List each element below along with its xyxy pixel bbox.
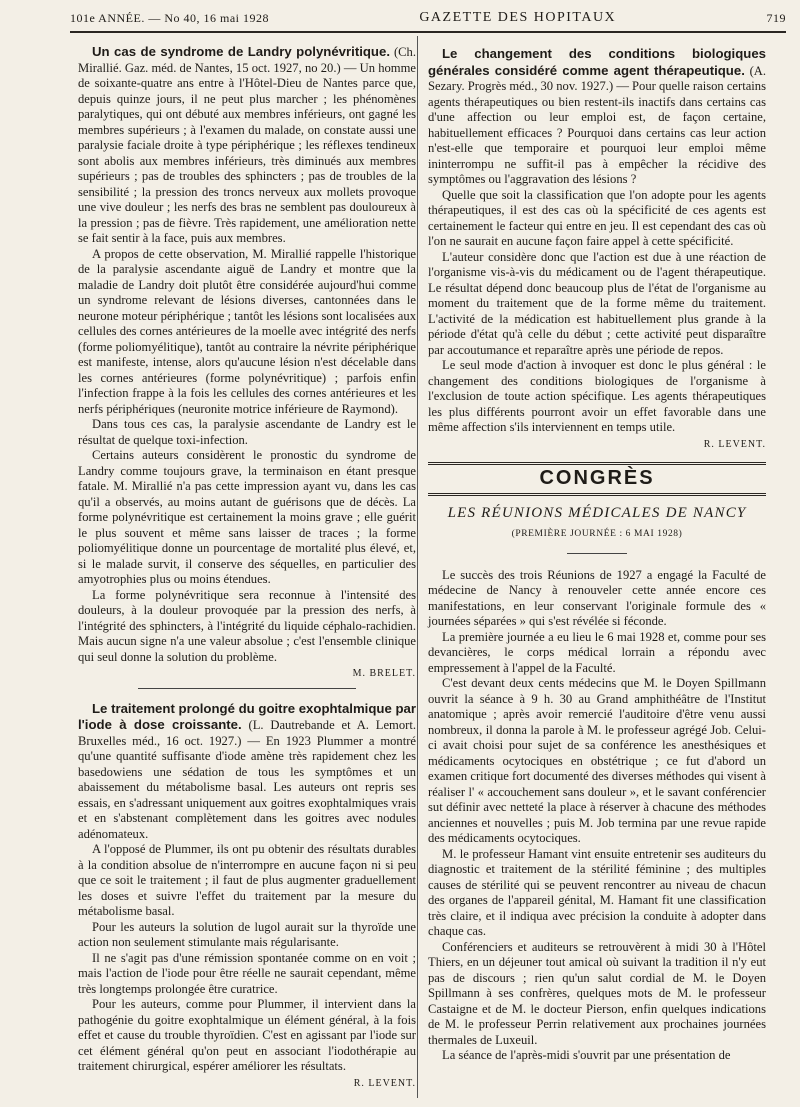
paragraph: Pour les auteurs, comme pour Plummer, il intervient dans la pathogénie du goitre exophtalmique un élément général, à la fois effet et cause du trouble thyroïdien. C'est en agissant par l'iode sur cet élément général qu'on peut en associant l'iodothérapie au traitement chirurgical, espérer améliorer les résultats. <box>78 997 416 1073</box>
paragraph: C'est devant deux cents médecins que M. le Doyen Spillmann ouvrit la séance à 9 h. 30 au Grand amphithéâtre de l'Institut anatomique ; après avoir remercié l'auditoire d'être venu aussi nombreux, il donna la parole à M. le professeur agrégé Job. Celui-ci avait choisi pour sujet de sa conférence les anesthésiques et médicaments ocytociques en obstétrique ; ce fut d'abord un examen critique fort documenté des diverses méthodes qui visent à réaliser l' « accouchement sans douleur », et le savant conférencier sut définir avec netteté la place à réserver à chacune des méthodes anciennes et nouvelles ; puis M. Job termina par une revue rapide des médicaments ocytociques. <box>428 676 766 845</box>
section-subheading: LES RÉUNIONS MÉDICALES DE NANCY <box>447 504 747 521</box>
article-reference: (A. Sezary. Progrès méd., 30 nov. 1927.) <box>428 63 766 93</box>
section-heading: CONGRÈS <box>539 467 655 489</box>
paragraph: Certains auteurs considèrent le pronostic du syndrome de Landry comme toujours grave, la terminaison en étant presque fatale. M. Mirallié n'a pas cette impression ayant vu, dans les cas qu'il a observés, au moins autant de guérisons que de décès. La forme polynévritique est certainement la moins grave ; elle guérit le plus souvent et même sans laisser de traces ; la forme poliomyélitique donne un pourcentage de mortalité plus élevé, et, si le malade survit, il conserve des séquelles, en particulier des amyotrophies plus ou moins étendues. <box>78 448 416 586</box>
paragraph: — En 1923 Plummer a montré qu'une quantité suffisante d'iode amène très rapidement chez les basedowiens une sédation de tous les symptômes et un abaissement du métabolisme basal. Les auteurs ont repris ses essais, en s'adressant uniquement aux goitres exophtalmiques vrais et en s'abstenant complètement dans les goitres avec nodules adénomateux. <box>78 733 416 841</box>
right-column <box>428 46 766 1064</box>
paragraph: A propos de cette observation, M. Mirallié rappelle l'historique de la paralysie ascendante aiguë de Landry et montre que la maladie de Landry doit plutôt être considérée aujourd'hui comme un syndrome relevant de lésions diverses, cantonnées dans le neurone moteur périphérique ; tantôt les lésions sont localisées aux cellules des cornes antérieures de la moelle avec intégrité des nerfs (forme poliomyélitique), tantôt au contraire la névrite périphérique est manifeste, intense, alors qu'aucune lésion n'est décelable dans les cornes antérieures (forme polynévritique) ; parfois enfin l'infection frappe à la fois les cellules des cornes antérieures et les nerfs périphériques (neuronite motrice inférieure de Raymond). <box>78 246 416 416</box>
paragraph: Le succès des trois Réunions de 1927 a engagé la Faculté de médecine de Nancy à renouveler cette année encore ces manifestations, en leur conservant l'originale formule des « journées séparées » qui s'est révélée si féconde. <box>428 567 766 628</box>
section-rule-top <box>428 462 766 465</box>
page-number: 719 <box>766 10 786 25</box>
author-signature: M. BRELET. <box>352 668 416 679</box>
paragraph: Conférenciers et auditeurs se retrouvèrent à midi 30 à l'Hôtel Thiers, en un déjeuner tout amical où suivant la tradition il n'y eut pas de discours ; rien qu'un salut cordial de M. le Doyen Spillmann à ses confrères, quelques mots de M. le professeur Castaigne et de M. le docteur Pierson, enfin quelques indications de M. le professeur Perrin relativement aux prochaines journées thermales de Luxeuil. <box>428 939 766 1047</box>
left-column <box>78 44 416 1091</box>
article-conditions-biologiques <box>428 46 766 452</box>
paragraph: A l'opposé de Plummer, ils ont pu obtenir des résultats durables à la condition absolue de n'interrompre en aucune façon ni si peu que ce soit le traitement ; il faut de plus augmenter graduellement les doses et suivre l'effet du traitement par la mesure du métabolisme basal. <box>78 842 416 918</box>
author-signature: R. LEVENT. <box>353 1077 416 1089</box>
issue-info: 101e ANNÉE. — No 40, 16 mai 1928 <box>70 10 269 25</box>
article-reference: (Ch. Mirallié. Gaz. méd. de Nantes, 15 oct. 1927, no 20.) <box>78 45 416 75</box>
header-rule <box>70 31 786 33</box>
article-goitre <box>78 701 416 1092</box>
page-header <box>70 8 786 28</box>
section-rule-bottom <box>428 493 766 496</box>
paragraph: L'auteur considère donc que l'action est due à une réaction de l'organisme vis-à-vis du médicament ou de l'agent thérapeutique. Le résultat dépend donc beaucoup plus de l'état de l'organisme au moment du traitement que de la forme même du traitement. L'activité de la médication est habituellement plus grande à la période d'état qu'à celle du début ; cette activité peut disparaître par accoutumance et reparaître après une période de repos. <box>428 249 766 357</box>
paragraph: Dans tous ces cas, la paralysie ascendante de Landry est le résultat de quelque toxi-infection. <box>78 417 416 447</box>
short-rule <box>567 553 627 554</box>
paragraph: Il ne s'agit pas d'une rémission spontanée comme on en voit ; mais l'action de l'iode pour être réelle ne saurait cependant, même très longtemps prolongée être curatrice. <box>78 950 416 996</box>
paragraph: — Un homme de soixante-quatre ans entre à l'Hôtel-Dieu de Nantes parce que, depuis quinze jours, il ne peut plus marcher ; les phénomènes paralytiques, qui ont débuté aux membres inférieurs, ont gagné les membres supérieurs ; à l'examen du malade, on constate aussi une paralysie faciale droite à type périphérique ; les réflexes tendineux sont abolis aux membres inférieurs, très diminués aux membres supérieurs ; pas de troubles des sphincters ; pas de troubles de la sensibilité ; la pression des troncs nerveux aux mollets provoque une vive douleur ; les nerfs des bras ne semblent pas douloureux à la pression ; pas de fièvre. Très rapidement, une amélioration nette se fait sentir à la face, puis aux membres. <box>78 60 416 245</box>
session-date: (PREMIÈRE JOURNÉE : 6 MAI 1928) <box>511 529 683 539</box>
paragraph: — Pour quelle raison certains agents thérapeutiques ou bien restent-ils inactifs dans certains cas d'une affection ou leur emploi est, de façon certaine, habituellement efficaces ? Pourquoi dans certains cas leur action n'est-elle que temporaire et pourquoi leur emploi même ininterrompu ne suffit-il pas à empêcher la récidive des symptômes ou l'aggravation des lésions ? <box>428 79 767 186</box>
paragraph: M. le professeur Hamant vint ensuite entretenir ses auditeurs du diagnostic et traitement de la stérilité féminine ; des multiples causes de stérilité qui se peuvent rencontrer au niveau de chacun des organes de l'appareil génital, M. Hamant fit une classification très claire, et il indiqua avec précision la conduite à adopter dans chaque cas. <box>428 846 766 938</box>
paragraph: Quelle que soit la classification que l'on adopte pour les agents thérapeutiques, il est des cas où la spécificité de ces agents est certainement le facteur qui entre en jeu. Il est cependant des cas où l'on ne saurait en aucune façon faire appel à cette spécificité. <box>428 187 766 248</box>
paragraph: La forme polynévritique sera reconnue à l'intensité des douleurs, à la douleur provoquée par la pression des nerfs, à l'intégrité des sphincters, à l'intégrité du liquide céphalo-rachidien. Mais aucun signe n'a une valeur absolue ; c'est l'ensemble clinique qui seul donne la solution du problème. <box>78 587 416 664</box>
paragraph: La séance de l'après-midi s'ouvrit par une présentation de <box>442 1048 731 1062</box>
congres-section <box>428 462 766 1064</box>
article-reference: (L. Dautrebande et A. Lemort. Bruxelles méd., 16 oct. 1927.) <box>78 718 416 748</box>
article-title: Un cas de syndrome de Landry polynévritique. <box>92 44 390 59</box>
article-landry <box>78 44 416 682</box>
paragraph: Pour les auteurs la solution de lugol aurait sur la thyroïde une action non seulement stimulante mais régularisante. <box>78 919 416 949</box>
author-signature: R. LEVENT. <box>703 438 766 450</box>
article-separator <box>138 688 356 689</box>
paragraph: La première journée a eu lieu le 6 mai 1928 et, comme pour ses devancières, le corps médical lorrain a répondu avec empressement à l'appel de la Faculté. <box>428 629 766 675</box>
column-divider <box>417 36 418 1098</box>
journal-title: GAZETTE DES HOPITAUX <box>419 10 617 25</box>
article-title: Le changement des conditions biologiques générales considéré comme agent thérapeutique. <box>428 46 766 78</box>
article-title: Le traitement prolongé du goitre exophtalmique par l'iode à dose croissante. <box>78 700 416 732</box>
paragraph: Le seul mode d'action à invoquer est donc le plus général : le changement des conditions biologiques de l'organisme à l'exclusion de toute action spécifique. Les agents thérapeutiques les plus différents pourront avoir un effet favorable dans une même affection s'ils interviennent en temps utile. <box>428 358 766 434</box>
